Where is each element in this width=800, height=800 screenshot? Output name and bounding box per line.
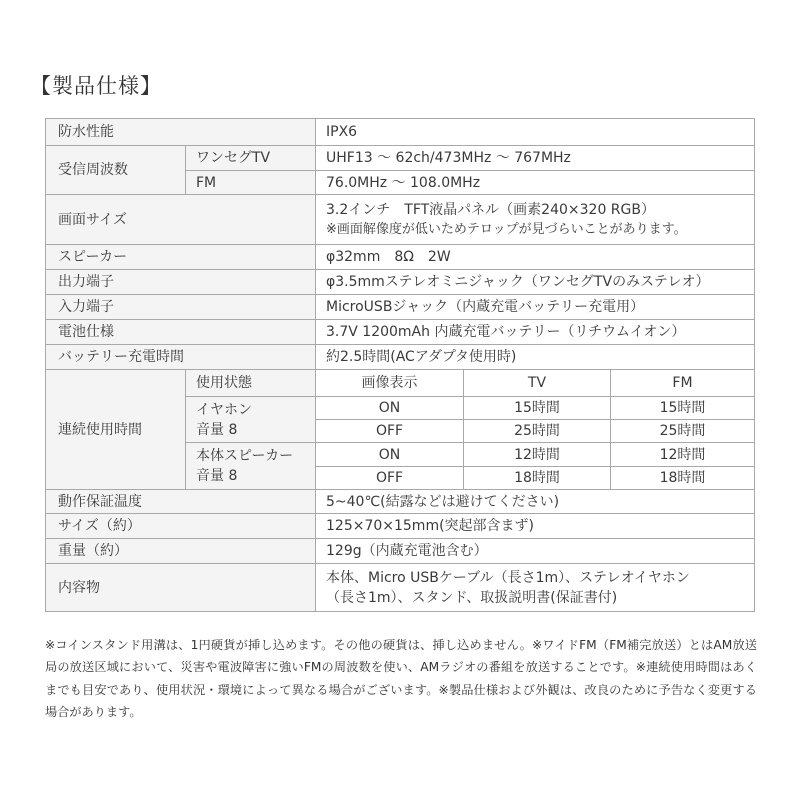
speaker-on-display: ON — [316, 443, 464, 467]
table-row — [46, 295, 755, 320]
table-row — [46, 270, 755, 295]
spec-table — [45, 118, 755, 612]
earphone-on-display: ON — [316, 397, 464, 420]
body-speaker-volume: 音量 8 — [196, 468, 238, 484]
charge-value: 約2.5時間(ACアダプタ使用時) — [316, 345, 755, 370]
speaker-on-fm: 12時間 — [611, 443, 755, 467]
oneseg-label: ワンセグTV — [186, 146, 316, 171]
table-row — [46, 345, 755, 370]
speaker-value: φ32mm 8Ω 2W — [316, 245, 755, 270]
earphone-off-fm: 25時間 — [611, 420, 755, 443]
earphone-on-tv: 15時間 — [464, 397, 611, 420]
contents-line2: （長さ1m）、スタンド、取扱説明書(保証書付) — [326, 589, 618, 606]
earphone-on-fm: 15時間 — [611, 397, 755, 420]
screen-line2: ※画面解像度が低いためテロップが見づらいことがあります。 — [326, 221, 687, 237]
condition-header: 使用状態 — [186, 370, 316, 397]
battery-value: 3.7V 1200mAh 内蔵充電バッテリー（リチウムイオン） — [316, 320, 755, 345]
footnote: ※コインスタンド用溝は、1円硬貨が挿し込めます。その他の硬貨は、挿し込めません。※ワイドFM（FM補完放送）とはAM放送局の放送区域において、災害や電波障害に強いFMの周波数を使い、AMラジオの番組を放送することです。※連続使用時間はあくまでも目安であり、使用状況・環境によって異なる場合がございます。※製品仕様および外観は、改良のために予告なく変更する場合があります。 — [45, 638, 757, 720]
earphone-off-display: OFF — [316, 420, 464, 443]
size-label: サイズ（約） — [46, 514, 316, 539]
input-label: 入力端子 — [46, 295, 316, 320]
tv-header: TV — [464, 370, 611, 397]
speaker-off-tv: 18時間 — [464, 467, 611, 490]
input-value: MicroUSBジャック（内蔵充電バッテリー充電用） — [316, 295, 755, 320]
table-row — [46, 539, 755, 564]
earphone-condition — [186, 397, 316, 443]
screen-label: 画面サイズ — [46, 195, 316, 245]
display-header: 画像表示 — [316, 370, 464, 397]
speaker-on-tv: 12時間 — [464, 443, 611, 467]
speaker-off-display: OFF — [316, 467, 464, 490]
earphone-volume: 音量 8 — [196, 421, 238, 438]
table-row — [46, 119, 755, 146]
output-value: φ3.5mmステレオミニジャック（ワンセグTVのみステレオ） — [316, 270, 755, 295]
speaker-condition — [186, 443, 316, 490]
table-row — [46, 490, 755, 514]
contents-value — [316, 564, 755, 612]
continuous-label: 連続使用時間 — [46, 370, 186, 490]
table-row — [46, 564, 755, 612]
waterproof-value: IPX6 — [316, 119, 755, 146]
temperature-value: 5~40℃(結露などは避けてください) — [316, 490, 755, 514]
charge-label: バッテリー充電時間 — [46, 345, 316, 370]
table-row — [46, 245, 755, 270]
speaker-off-fm: 18時間 — [611, 467, 755, 490]
temperature-label: 動作保証温度 — [46, 490, 316, 514]
earphone-off-tv: 25時間 — [464, 420, 611, 443]
table-row — [46, 146, 755, 171]
contents-label: 内容物 — [46, 564, 316, 612]
fm-label: FM — [186, 171, 316, 195]
table-row — [46, 320, 755, 345]
contents-line1: 本体、Micro USBケーブル（長さ1m）、ステレオイヤホン — [326, 569, 690, 586]
freq-label: 受信周波数 — [46, 146, 186, 195]
page-title: 【製品仕様】 — [30, 74, 162, 98]
weight-value: 129g（内蔵充電池含む） — [316, 539, 755, 564]
table-row — [46, 195, 755, 245]
fm-value: 76.0MHz ～ 108.0MHz — [316, 171, 755, 195]
table-row — [46, 370, 755, 397]
screen-line1: 3.2インチ TFT液晶パネル（画素240×320 RGB） — [326, 201, 655, 218]
table-row — [46, 514, 755, 539]
weight-label: 重量（約） — [46, 539, 316, 564]
waterproof-label: 防水性能 — [46, 119, 316, 146]
fm-header: FM — [611, 370, 755, 397]
battery-label: 電池仕様 — [46, 320, 316, 345]
body-speaker-label: 本体スピーカー — [196, 448, 294, 464]
size-value: 125×70×15mm(突起部含まず) — [316, 514, 755, 539]
speaker-label: スピーカー — [46, 245, 316, 270]
screen-value — [316, 195, 755, 245]
output-label: 出力端子 — [46, 270, 316, 295]
oneseg-value: UHF13 ～ 62ch/473MHz ～ 767MHz — [316, 146, 755, 171]
earphone-label: イヤホン — [196, 401, 252, 418]
